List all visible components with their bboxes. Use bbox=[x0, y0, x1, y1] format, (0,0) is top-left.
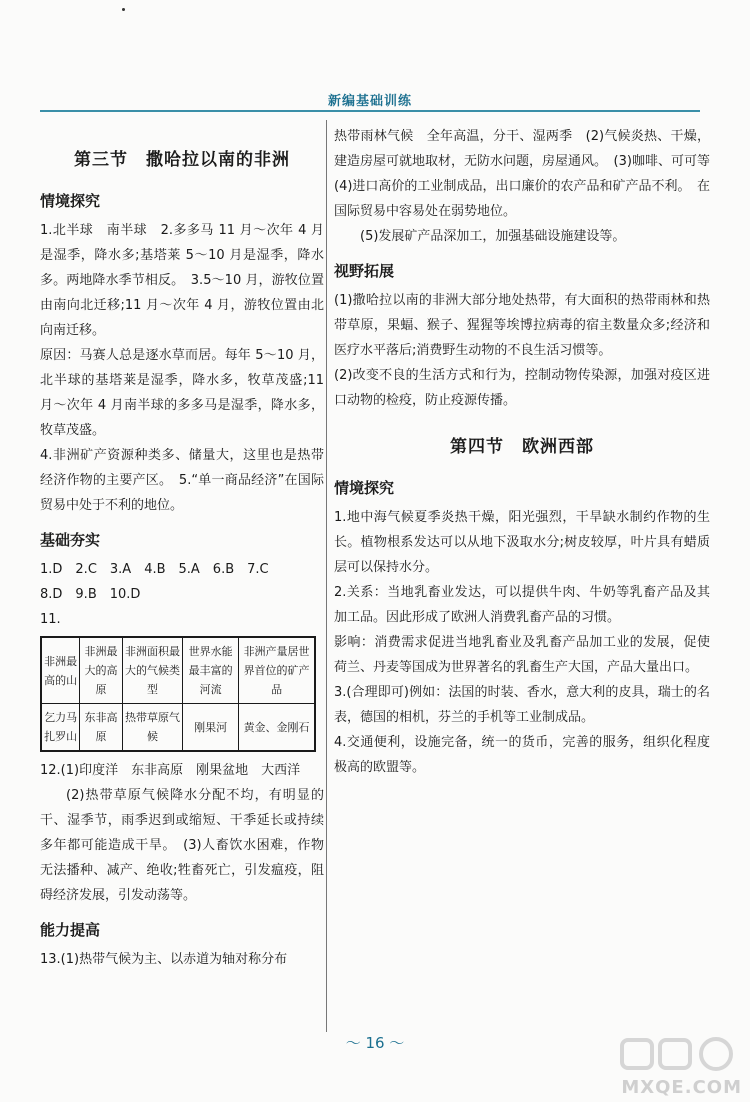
table-cell: 东非高原 bbox=[80, 704, 123, 752]
table-cell: 非洲产量居世界首位的矿产品 bbox=[239, 637, 315, 704]
shiye-1: (1)撒哈拉以南的非洲大部分地处热带，有大面积的热带雨林和热带草原，果蝠、猴子、猩猩等埃博拉病毒的宿主数量众多;经济和医疗水平落后;消费野生动物的不良生活习惯等。 bbox=[334, 293, 710, 358]
answer-12-2: (2)热带草原气候降水分配不均，有明显的干、湿季节，雨季迟到或缩短、干季延长或持续多年都可能造成干旱。 (3)人畜饮水困难，作物无法播种、减产、绝收;牲畜死亡，引发瘟疫，阻碍经济发展，引发动荡等。 bbox=[40, 788, 324, 903]
answer-11-label: 11. bbox=[40, 612, 61, 627]
watermark-text: MXQE.COM bbox=[621, 1077, 742, 1098]
choice-answers-1: 1.D 2.C 3.A 4.B 5.A 6.B 7.C bbox=[40, 562, 269, 577]
scan-speck bbox=[122, 8, 125, 11]
section-title-3 bbox=[40, 148, 324, 173]
subhead-nengli: 能力提高 bbox=[40, 921, 101, 939]
table-cell: 非洲最高的山 bbox=[41, 637, 80, 704]
page-header bbox=[40, 90, 700, 114]
europe-answer-2b: 影响：消费需求促进当地乳畜业及乳畜产品加工业的发展，促使荷兰、丹麦等国成为世界著名的乳畜生产大国，产品大量出口。 bbox=[334, 635, 710, 675]
subhead-shiye: 视野拓展 bbox=[334, 262, 395, 280]
europe-answer-2: 2.关系：当地乳畜业发达，可以提供牛肉、牛奶等乳畜产品及其加工品。因此形成了欧洲人消费乳畜产品的习惯。 bbox=[334, 585, 710, 625]
answer-13-5: (5)发展矿产品深加工，加强基础设施建设等。 bbox=[360, 229, 626, 244]
shiye-2: (2)改变不良的生活方式和行为，控制动物传染源，加强对疫区进口动物的检疫，防止疫源传播。 bbox=[334, 368, 710, 408]
section-number: 第四节 bbox=[450, 437, 504, 457]
table-cell: 非洲面积最大的气候类型 bbox=[122, 637, 182, 704]
table-row bbox=[41, 704, 315, 752]
europe-answer-4: 4.交通便利，设施完备，统一的货币，完善的服务，组织化程度极高的欧盟等。 bbox=[334, 735, 710, 775]
choice-answers-2: 8.D 9.B 10.D bbox=[40, 587, 141, 602]
table-cell: 刚果河 bbox=[183, 704, 239, 752]
watermark-logo bbox=[614, 1034, 742, 1098]
header-title: 新编基础训练 bbox=[327, 94, 412, 109]
column-divider bbox=[326, 120, 327, 1032]
table-cell: 热带草原气候 bbox=[122, 704, 182, 752]
right-column bbox=[334, 124, 724, 780]
answer-12-1: 12.(1)印度洋 东非高原 刚果盆地 大西洋 bbox=[40, 763, 301, 778]
answer-13-cont: 热带雨林气候 全年高温，分干、湿两季 (2)气候炎热、干燥，建造房屋可就地取材，无防水问题，房屋通风。 (3)咖啡、可可等 (4)进口高价的工业制成品，出口廉价的农产品和矿产品不利。 在国际贸易中容易处在弱势地位。 bbox=[334, 129, 724, 219]
europe-answer-3: 3.(合理即可)例如：法国的时装、香水，意大利的皮具，瑞士的名表，德国的相机，芬兰的手机等工业制成品。 bbox=[334, 685, 710, 725]
subhead-qingjing-2: 情境探究 bbox=[334, 479, 395, 497]
section-title-4 bbox=[334, 435, 710, 460]
subhead-jichu: 基础夯实 bbox=[40, 531, 101, 549]
table-header-row bbox=[41, 637, 315, 704]
answer-13-start: 13.(1)热带气候为主、以赤道为轴对称分布 bbox=[40, 952, 288, 967]
page-number: ～ 16 ～ bbox=[345, 1034, 405, 1052]
section-name: 欧洲西部 bbox=[522, 437, 594, 457]
answer-1-3: 1.北半球 南半球 2.多多马 11 月～次年 4 月是湿季，降水多;基塔莱 5～10 月是湿季，降水多。两地降水季节相反。 3.5～10 月，游牧位置由南向北迁移;11 月～次年 4 月，游牧位置由北向南迁移。 bbox=[40, 223, 324, 338]
header-rule bbox=[40, 110, 700, 112]
table-cell: 世界水能最丰富的河流 bbox=[183, 637, 239, 704]
answer-reason: 原因：马赛人总是逐水草而居。每年 5～10 月，北半球的基塔莱是湿季，降水多，牧草茂盛;11 月～次年 4 月南半球的多多马是湿季，降水多，牧草茂盛。 bbox=[40, 348, 324, 438]
table-cell: 黄金、金刚石 bbox=[239, 704, 315, 752]
subhead-qingjing: 情境探究 bbox=[40, 192, 101, 210]
section-number: 第三节 bbox=[74, 150, 128, 170]
table-cell: 非洲最大的高原 bbox=[80, 637, 123, 704]
answer-4-5: 4.非洲矿产资源种类多、储量大，这里也是热带经济作物的主要产区。 5.“单一商品经济”在国际贸易中处于不利的地位。 bbox=[40, 448, 324, 513]
section-name: 撒哈拉以南的非洲 bbox=[146, 150, 290, 170]
table-cell: 乞力马扎罗山 bbox=[41, 704, 80, 752]
watermark-emblem-icon bbox=[614, 1034, 742, 1074]
europe-answer-1: 1.地中海气候夏季炎热干燥，阳光强烈，干旱缺水制约作物的生长。植物根系发达可以从地下汲取水分;树皮较厚，叶片具有蜡质层可以保持水分。 bbox=[334, 510, 710, 575]
answer-table bbox=[40, 636, 316, 752]
left-column bbox=[40, 140, 324, 972]
